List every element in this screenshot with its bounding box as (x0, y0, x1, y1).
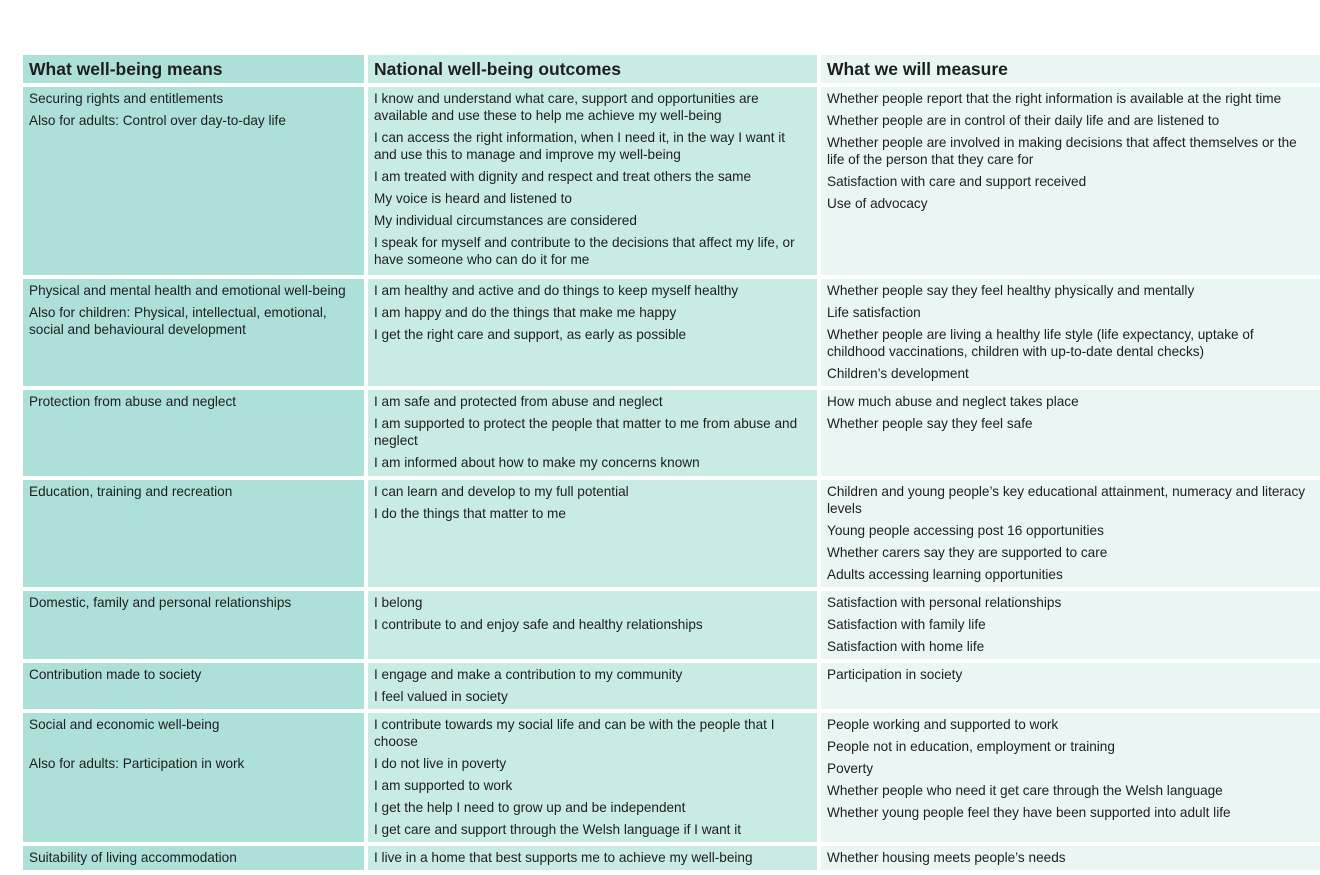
means-line: Also for adults: Participation in work (29, 756, 245, 771)
measure-line: Whether housing meets people’s needs (827, 850, 1066, 865)
measure-line: Children’s development (827, 366, 969, 381)
means-line: Suitability of living accommodation (29, 850, 237, 865)
table-row (23, 480, 1320, 587)
outcome-line: I know and understand what care, support and opportunities are available and use these to help me achieve my well-being (374, 91, 759, 123)
outcome-line: I belong (374, 595, 423, 610)
measures-cell (821, 713, 1320, 842)
header-measures: What we will measure (821, 55, 1320, 83)
outcomes-cell (368, 663, 817, 709)
table-row (23, 663, 1320, 709)
outcomes-cell (368, 480, 817, 587)
means-line: Domestic, family and personal relationships (29, 595, 292, 610)
outcome-line: I am supported to protect the people that matter to me from abuse and neglect (374, 416, 798, 448)
measure-line: Whether people say they feel healthy physically and mentally (827, 283, 1195, 298)
measures-cell (821, 846, 1320, 870)
measure-line: Whether people who need it get care through the Welsh language (827, 783, 1223, 798)
outcome-line: I am treated with dignity and respect and treat others the same (374, 169, 752, 184)
measure-line: Whether people say they feel safe (827, 416, 1033, 431)
outcome-line: I get the right care and support, as early as possible (374, 327, 687, 342)
outcome-line: I do the things that matter to me (374, 506, 566, 521)
well-being-table (19, 51, 1320, 874)
table-row (23, 279, 1320, 386)
outcome-line: I am healthy and active and do things to keep myself healthy (374, 283, 739, 298)
means-line: Social and economic well-being (29, 717, 220, 732)
means-cell (23, 591, 364, 659)
means-cell (23, 480, 364, 587)
measures-cell (821, 279, 1320, 386)
measures-cell (821, 87, 1320, 275)
outcome-line: I feel valued in society (374, 689, 508, 704)
means-line: Physical and mental health and emotional well-being (29, 283, 346, 298)
header-means: What well-being means (23, 55, 364, 83)
measure-line: Adults accessing learning opportunities (827, 567, 1063, 582)
measures-cell (821, 390, 1320, 476)
measure-line: Poverty (827, 761, 874, 776)
measure-line: Children and young people’s key educational attainment, numeracy and literacy levels (827, 484, 1306, 516)
measure-line: Whether people report that the right information is available at the right time (827, 91, 1282, 106)
measure-line: Whether people are involved in making decisions that affect themselves or the life of the person that they care for (827, 135, 1297, 167)
means-line: Also for children: Physical, intellectual, emotional, social and behavioural development (29, 305, 327, 337)
means-cell (23, 846, 364, 870)
outcomes-cell (368, 390, 817, 476)
outcome-line: I speak for myself and contribute to the decisions that affect my life, or have someone who can do it for me (374, 235, 795, 267)
measure-line: Participation in society (827, 667, 963, 682)
table-row (23, 390, 1320, 476)
measure-line: Whether carers say they are supported to care (827, 545, 1108, 560)
measures-cell (821, 663, 1320, 709)
outcomes-cell (368, 846, 817, 870)
outcome-line: I engage and make a contribution to my community (374, 667, 683, 682)
outcome-line: I do not live in poverty (374, 756, 507, 771)
outcome-line: I am safe and protected from abuse and neglect (374, 394, 663, 409)
means-line: Education, training and recreation (29, 484, 233, 499)
measure-line: Life satisfaction (827, 305, 921, 320)
outcome-line: I am supported to work (374, 778, 513, 793)
table-row (23, 713, 1320, 842)
measure-line: People not in education, employment or training (827, 739, 1115, 754)
measures-cell (821, 591, 1320, 659)
measure-line: Satisfaction with home life (827, 639, 985, 654)
outcome-line: I am happy and do the things that make me happy (374, 305, 677, 320)
outcome-line: I contribute to and enjoy safe and healthy relationships (374, 617, 703, 632)
outcome-line: I can access the right information, when I need it, in the way I want it and use this to manage and improve my well-being (374, 130, 786, 162)
outcome-line: I can learn and develop to my full potential (374, 484, 629, 499)
outcome-line: I get care and support through the Welsh language if I want it (374, 822, 742, 837)
outcome-line: I contribute towards my social life and can be with the people that I choose (374, 717, 775, 749)
outcomes-cell (368, 279, 817, 386)
outcome-line: I live in a home that best supports me to achieve my well-being (374, 850, 753, 865)
measure-line: Whether people are in control of their daily life and are listened to (827, 113, 1220, 128)
outcomes-cell (368, 87, 817, 275)
measure-line: Satisfaction with family life (827, 617, 986, 632)
means-cell (23, 390, 364, 476)
outcome-line: I get the help I need to grow up and be independent (374, 800, 686, 815)
measure-line: Use of advocacy (827, 196, 928, 211)
measure-line: How much abuse and neglect takes place (827, 394, 1079, 409)
header-outcomes: National well-being outcomes (368, 55, 817, 83)
header-row (23, 55, 1320, 83)
means-cell (23, 87, 364, 275)
measure-line: Whether people are living a healthy life style (life expectancy, uptake of childhood vaccinations, children with up-to-date dental checks) (827, 327, 1254, 359)
table-row (23, 591, 1320, 659)
measures-cell (821, 480, 1320, 587)
means-line: Also for adults: Control over day-to-day life (29, 113, 286, 128)
outcome-line: My voice is heard and listened to (374, 191, 572, 206)
measure-line: People working and supported to work (827, 717, 1059, 732)
measure-line: Young people accessing post 16 opportunities (827, 523, 1104, 538)
means-line: Protection from abuse and neglect (29, 394, 237, 409)
measure-line: Satisfaction with personal relationships (827, 595, 1062, 610)
measure-line: Whether young people feel they have been supported into adult life (827, 805, 1231, 820)
outcomes-cell (368, 713, 817, 842)
means-cell (23, 713, 364, 842)
table-row (23, 846, 1320, 870)
measure-line: Satisfaction with care and support received (827, 174, 1087, 189)
outcomes-cell (368, 591, 817, 659)
outcome-line: My individual circumstances are considered (374, 213, 637, 228)
means-line: Contribution made to society (29, 667, 202, 682)
means-line: Securing rights and entitlements (29, 91, 224, 106)
means-cell (23, 663, 364, 709)
outcome-line: I am informed about how to make my concerns known (374, 455, 700, 470)
means-cell (23, 279, 364, 386)
table-row (23, 87, 1320, 275)
